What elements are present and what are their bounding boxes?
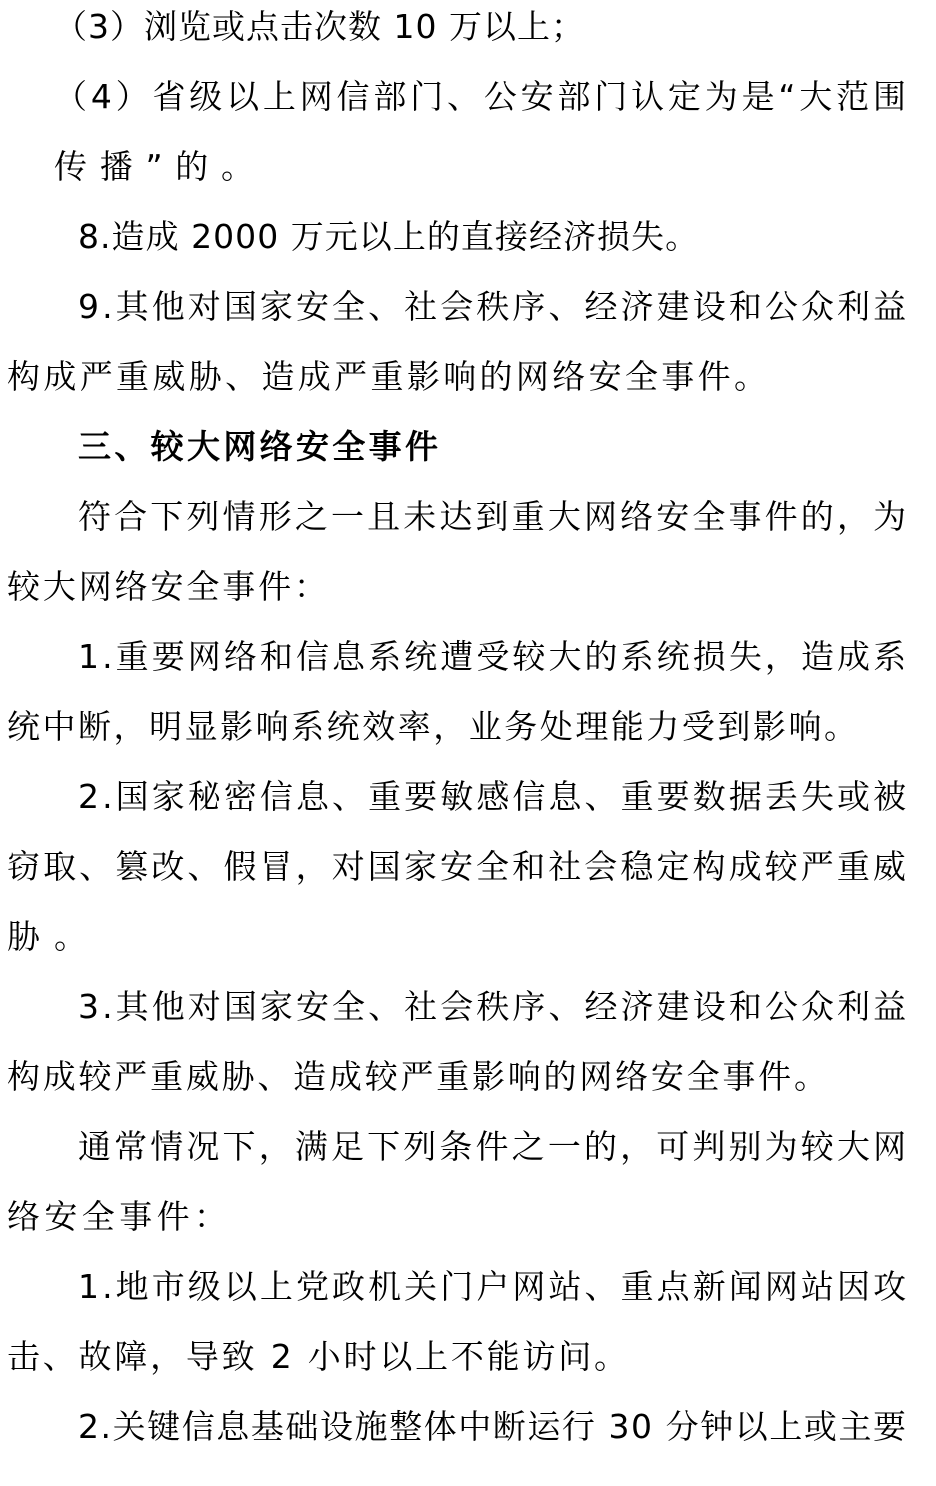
list-item-data-loss-line-2: 窃取、篡改、假冒，对国家安全和社会稳定构成较严重威 [7,847,909,886]
list-item-authority-line-2: 传播”的。 [54,147,267,186]
paragraph-usual-line-2: 络安全事件： [7,1197,232,1236]
list-item-data-loss-line-3: 胁。 [7,917,101,956]
section-heading: 三、较大网络安全事件 [78,427,442,466]
list-item-portal-line-1: 1.地市级以上党政机关门户网站、重点新闻网站因攻 [78,1267,910,1306]
list-item-portal-line-2: 击、故障，导致 2 小时以上不能访问。 [7,1337,630,1376]
list-item-data-loss-line-1: 2.国家秘密信息、重要敏感信息、重要数据丢失或被 [78,777,910,816]
list-item-authority-line-1: （4）省级以上网信部门、公安部门认定为是“大范围 [54,77,910,116]
paragraph-usual-line-1: 通常情况下，满足下列条件之一的，可判别为较大网 [78,1127,910,1166]
list-item-infrastructure-line-1: 2.关键信息基础设施整体中断运行 30 分钟以上或主要 [78,1407,908,1446]
list-item-other-serious-line-1: 3.其他对国家安全、社会秩序、经济建设和公众利益 [78,987,910,1026]
list-item-economic-loss: 8.造成 2000 万元以上的直接经济损失。 [78,217,700,256]
paragraph-criteria-line-2: 较大网络安全事件： [7,567,330,606]
list-item-system-loss-line-2: 统中断，明显影响系统效率，业务处理能力受到影响。 [7,707,860,746]
list-item-other-threat-line-1: 9.其他对国家安全、社会秩序、经济建设和公众利益 [78,287,910,326]
list-item-system-loss-line-1: 1.重要网络和信息系统遭受较大的系统损失，造成系 [78,637,910,676]
list-item-other-serious-line-2: 构成较严重威胁、造成较严重影响的网络安全事件。 [7,1057,830,1096]
list-item-browse-count: （3）浏览或点击次数 10 万以上； [54,7,585,46]
list-item-other-threat-line-2: 构成严重威胁、造成严重影响的网络安全事件。 [7,357,771,396]
paragraph-criteria-line-1: 符合下列情形之一且未达到重大网络安全事件的，为 [78,497,910,536]
